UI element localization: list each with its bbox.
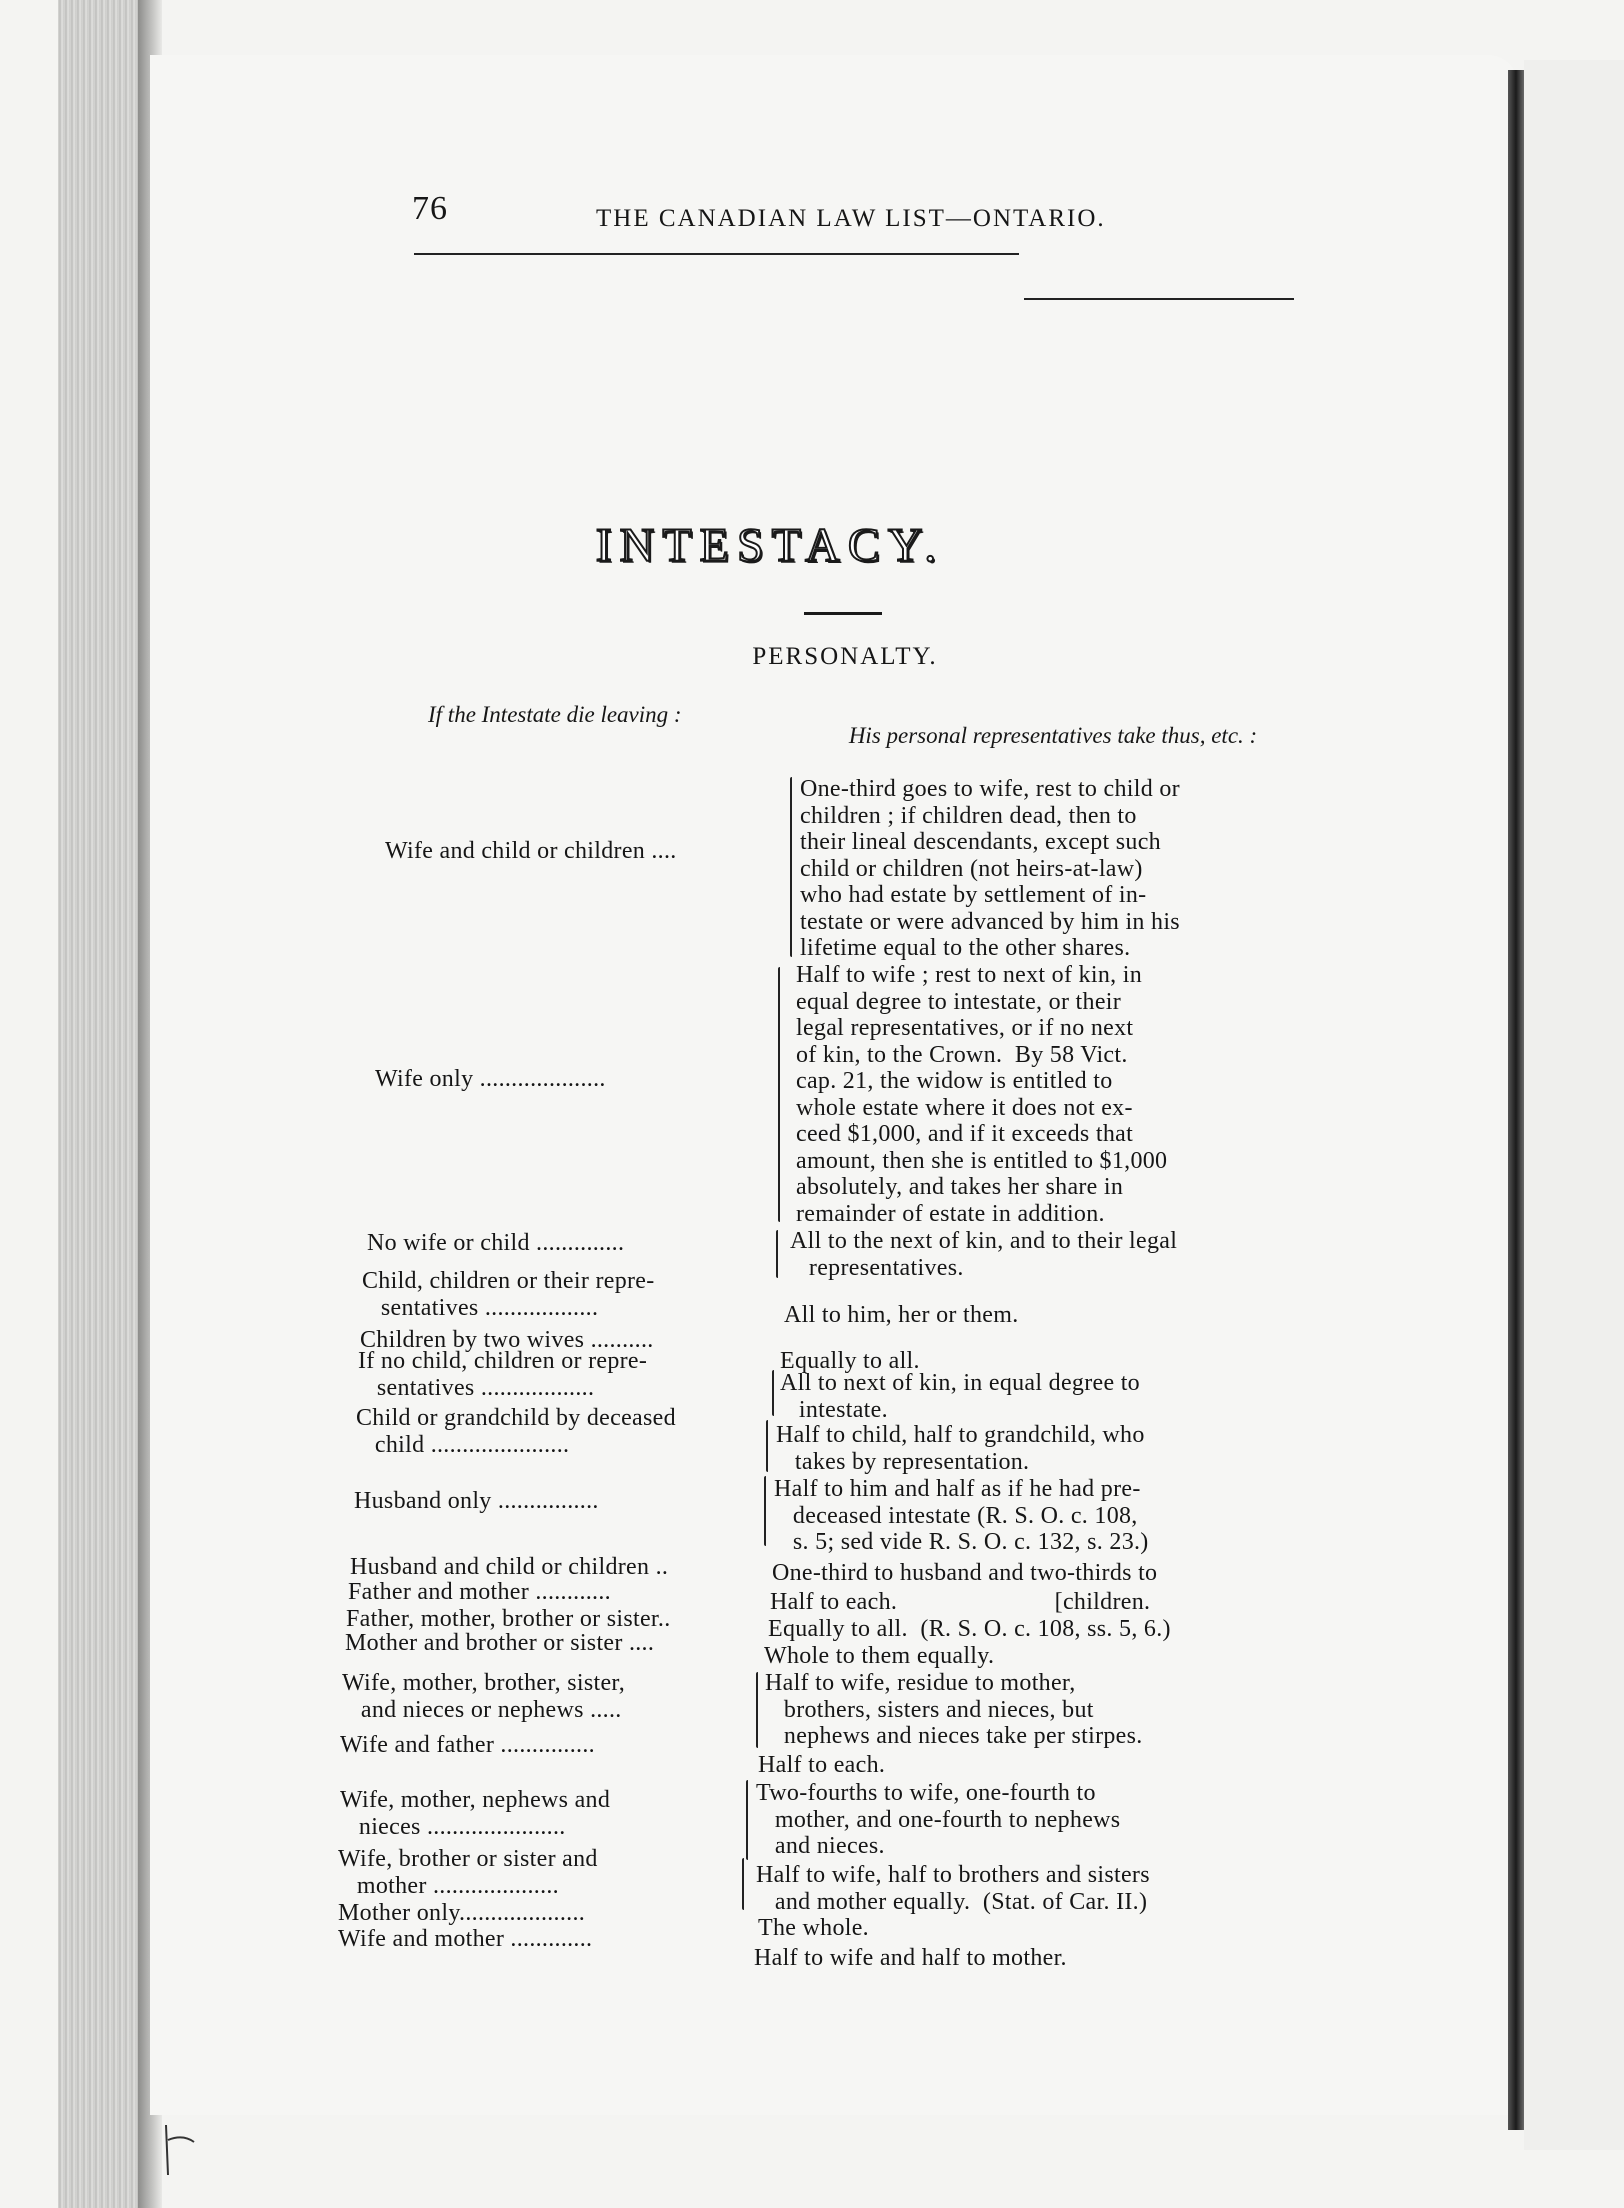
title-rule [804, 612, 882, 615]
case-representation: Half to him and half as if he had pre- deceased intestate (R. S. O. c. 108, s. 5; sed vide R. S. O. c. 132, s. 23.) [774, 1476, 1149, 1555]
brace [776, 1230, 778, 1278]
case-representation: The whole. [758, 1915, 869, 1941]
case-representation: Half to each. [children. [770, 1589, 1151, 1615]
case-circumstance: If no child, children or repre- sentatives .................. [358, 1348, 648, 1401]
case-circumstance: Child, children or their repre- sentatives .................. [362, 1268, 655, 1321]
page-number: 76 [412, 190, 448, 227]
case-representation: One-third to husband and two-thirds to [772, 1560, 1158, 1586]
case-representation: Equally to all. (R. S. O. c. 108, ss. 5, 6.) [768, 1616, 1171, 1642]
case-representation: All to him, her or them. [784, 1302, 1019, 1328]
case-circumstance: Mother only.................... [338, 1900, 586, 1926]
case-circumstance: Wife, mother, brother, sister, and nieces or nephews ..... [342, 1670, 626, 1723]
header-rule [414, 253, 1019, 255]
case-representation: Half to each. [758, 1752, 886, 1778]
brace [766, 1420, 768, 1472]
case-circumstance: Wife, brother or sister and mother .................... [338, 1846, 598, 1899]
case-circumstance: Wife, mother, nephews and nieces ...................... [340, 1787, 611, 1840]
case-circumstance: Wife and child or children .... [385, 838, 677, 864]
case-circumstance: Child or grandchild by deceased child ...................... [356, 1405, 676, 1458]
case-representation: Half to wife, half to brothers and sisters and mother equally. (Stat. of Car. II.) [756, 1862, 1150, 1915]
header-rule-secondary [1024, 298, 1294, 300]
case-circumstance: Father, mother, brother or sister.. [346, 1606, 671, 1632]
brace [790, 777, 792, 957]
case-circumstance: Mother and brother or sister .... [345, 1630, 655, 1656]
book-page-edges [58, 0, 150, 2208]
case-representation: Equally to all. [780, 1348, 920, 1374]
case-representation: Whole to them equally. [764, 1643, 995, 1669]
left-column-heading: If the Intestate die leaving : [428, 702, 682, 727]
page-title: INTESTACY. [595, 519, 945, 572]
brace [764, 1476, 766, 1546]
case-representation: Half to child, half to grandchild, who takes by representation. [776, 1422, 1145, 1475]
case-circumstance: Husband only ................ [354, 1488, 599, 1514]
case-circumstance: Wife only .................... [375, 1066, 606, 1092]
section-heading: PERSONALTY. [752, 643, 938, 670]
case-representation: Half to wife and half to mother. [754, 1945, 1067, 1971]
brace [778, 967, 780, 1222]
case-representation: All to next of kin, in equal degree to intestate. [780, 1370, 1140, 1423]
case-circumstance: No wife or child .............. [367, 1230, 625, 1256]
page-edge-shadow [1508, 70, 1524, 2130]
case-representation: One-third goes to wife, rest to child or children ; if children dead, then to their lineal descendants, except such child or children (not heirs-at-law) who had estate by settlement of in- testate or were advanced by him in his lifetime equal to the other shares. [800, 776, 1180, 961]
adjacent-page [1524, 60, 1624, 2150]
brace [772, 1370, 774, 1416]
case-representation: All to the next of kin, and to their legal representatives. [790, 1228, 1178, 1281]
right-column-heading: His personal representatives take thus, etc. : [848, 723, 1258, 748]
running-title: THE CANADIAN LAW LIST—ONTARIO. [596, 205, 1106, 232]
case-representation: Half to wife, residue to mother, brothers, sisters and nieces, but nephews and nieces take per stirpes. [765, 1670, 1143, 1749]
case-circumstance: Children by two wives .......... [360, 1327, 654, 1353]
brace [746, 1780, 748, 1860]
case-circumstance: Father and mother ............ [348, 1579, 611, 1605]
case-circumstance: Wife and father ............... [340, 1732, 595, 1758]
case-representation: Half to wife ; rest to next of kin, in equal degree to intestate, or their legal representatives, or if no next of kin, to the Crown. By 58 Vict. cap. 21, the widow is entitled to whole estate where it does not ex- ceed $1,000, and if it exceeds that amount, then she is entitled to $1,000 absolutely, and takes her share in remainder of estate in addition. [796, 962, 1168, 1227]
case-circumstance: Wife and mother ............. [338, 1926, 593, 1952]
scan-mark-icon [158, 2120, 198, 2180]
case-representation: Two-fourths to wife, one-fourth to mother, and one-fourth to nephews and nieces. [756, 1780, 1121, 1859]
case-circumstance: Husband and child or children .. [350, 1554, 669, 1580]
